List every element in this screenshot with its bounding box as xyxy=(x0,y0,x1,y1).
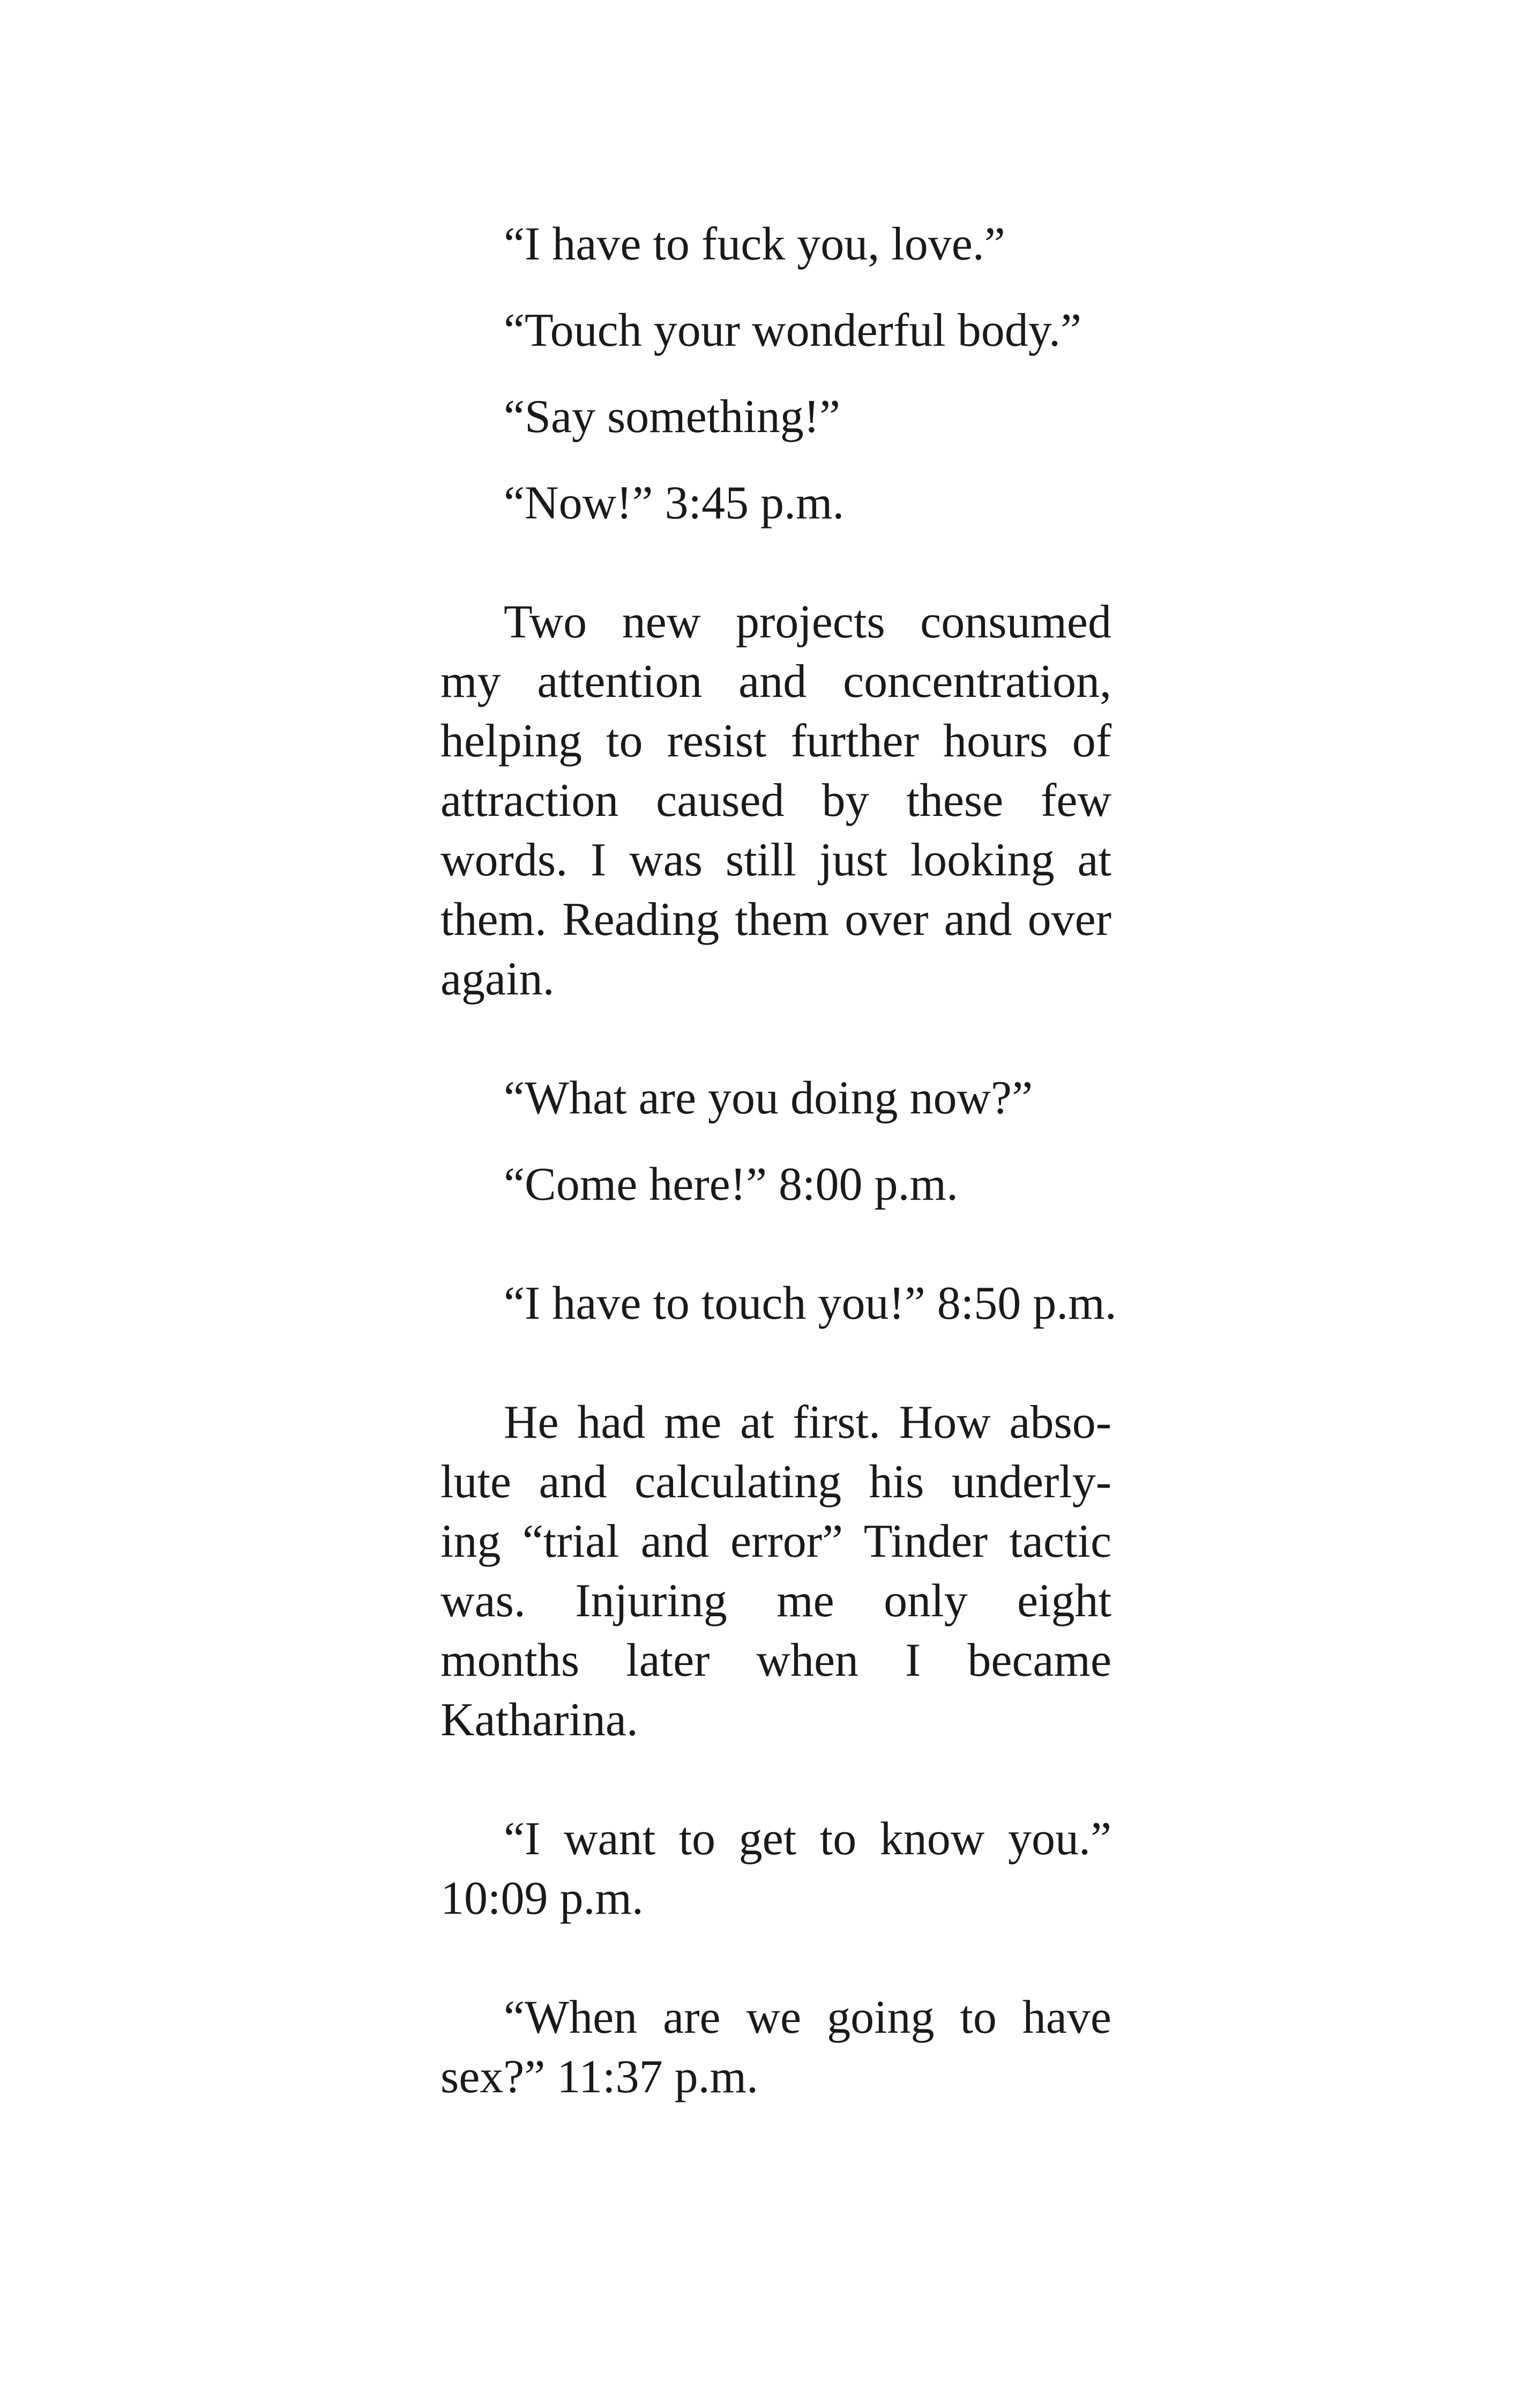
text-line: Katharina. xyxy=(441,1694,638,1746)
text-line: helping to resist further hours of xyxy=(441,715,1111,767)
text-line: Two new projects consumed xyxy=(504,596,1111,648)
text-line: my attention and concentration, xyxy=(441,656,1111,708)
paragraph-gap xyxy=(441,1750,1111,1809)
paragraph-gap xyxy=(441,1214,1111,1274)
dialogue-paragraph xyxy=(441,1809,1111,1928)
line-gap xyxy=(441,274,1111,301)
text-line: 10:09 p.m. xyxy=(441,1872,644,1924)
text-line: attraction caused by these few xyxy=(441,775,1111,827)
text-line: “I have to touch you!” 8:50 p.m. xyxy=(504,1277,1117,1329)
text-line: “I want to get to know you.” xyxy=(504,1813,1111,1865)
text-line: months later when I became xyxy=(441,1634,1111,1686)
dialogue-line xyxy=(441,214,1111,274)
dialogue-line xyxy=(441,1155,1111,1214)
line-gap xyxy=(441,447,1111,473)
paragraph-gap xyxy=(441,1009,1111,1068)
text-line: “Come here!” 8:00 p.m. xyxy=(504,1158,958,1210)
text-line: “What are you doing now?” xyxy=(504,1072,1033,1124)
dialogue-line xyxy=(441,387,1111,447)
text-line: lute and calculating his underly- xyxy=(441,1456,1111,1508)
line-gap xyxy=(441,360,1111,387)
narrative-paragraph xyxy=(441,592,1111,1009)
paragraph-gap xyxy=(441,1928,1111,1988)
dialogue-paragraph xyxy=(441,1988,1111,2107)
text-line: words. I was still just looking at xyxy=(441,834,1111,886)
narrative-paragraph xyxy=(441,1393,1111,1750)
dialogue-line xyxy=(441,473,1111,533)
paragraph-gap xyxy=(441,533,1111,592)
text-column xyxy=(441,214,1117,2107)
paragraph-gap xyxy=(441,1333,1111,1393)
text-line: “When are we going to have xyxy=(504,1991,1111,2043)
text-line: sex?” 11:37 p.m. xyxy=(441,2051,759,2103)
text-line: “Touch your wonderful body.” xyxy=(504,304,1082,356)
dialogue-line xyxy=(441,301,1111,360)
text-line: again. xyxy=(441,953,555,1005)
text-line: “Say something!” xyxy=(504,391,841,443)
dialogue-line xyxy=(441,1068,1111,1128)
text-line: “Now!” 3:45 p.m. xyxy=(504,477,845,529)
text-line: “I have to fuck you, love.” xyxy=(504,218,1005,270)
dialogue-line xyxy=(441,1274,1117,1333)
text-line: was. Injuring me only eight xyxy=(441,1575,1111,1627)
line-gap xyxy=(441,1128,1111,1155)
text-line: ing “trial and error” Tinder tactic xyxy=(441,1515,1111,1567)
text-line: them. Reading them over and over xyxy=(441,894,1111,946)
text-line: He had me at first. How abso- xyxy=(504,1396,1111,1448)
